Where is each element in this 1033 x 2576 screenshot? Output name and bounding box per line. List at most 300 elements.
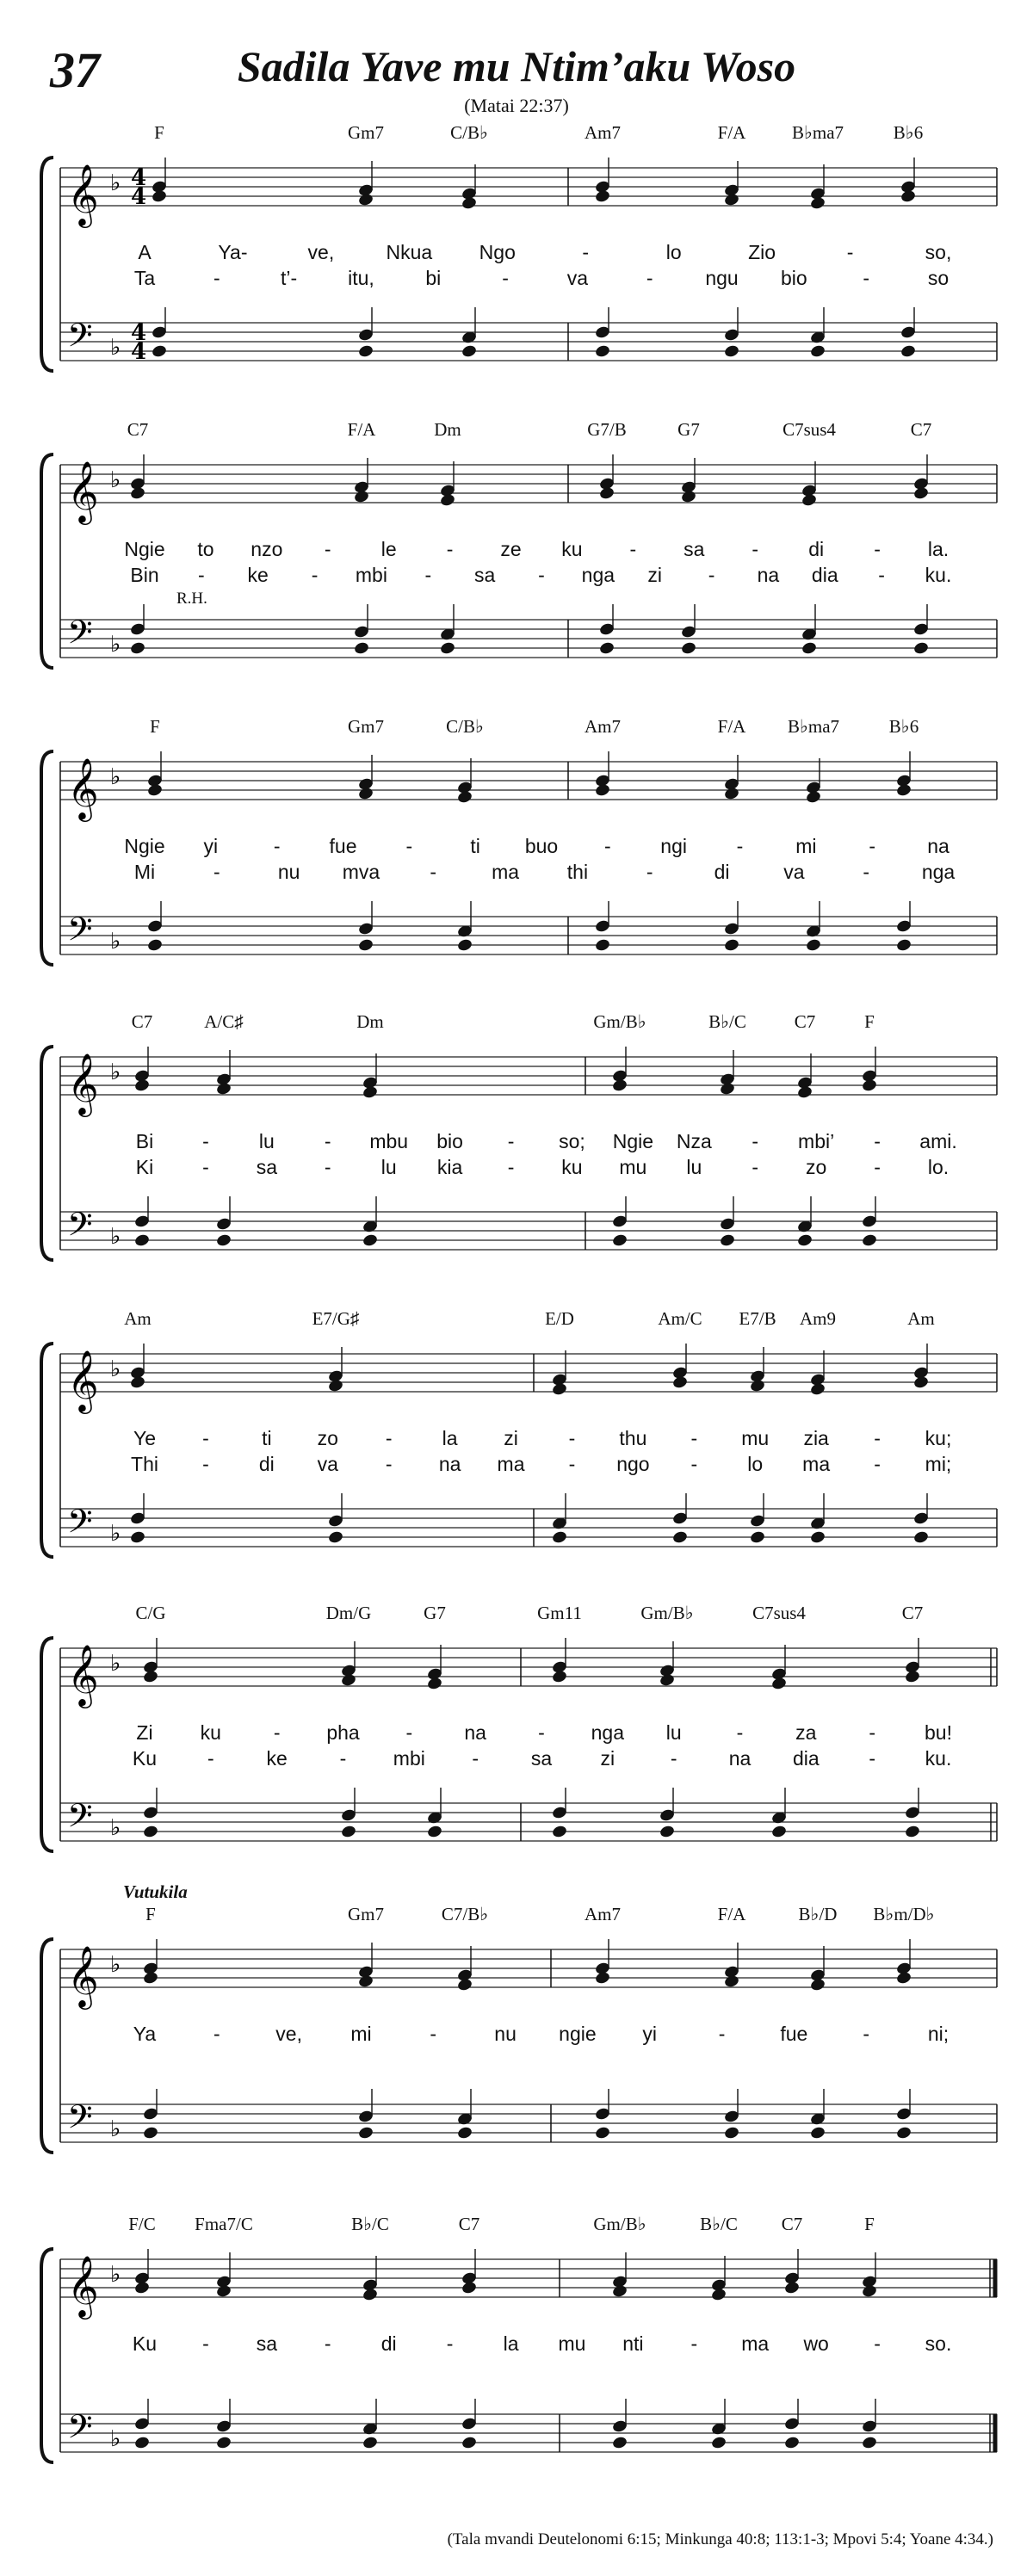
treble-notehead <box>215 2284 232 2299</box>
bass-notehead <box>723 344 739 359</box>
lyric-verse-2: mu <box>619 1156 647 1178</box>
chord-symbol: C7sus4 <box>752 1603 806 1623</box>
bass-notehead <box>133 1233 150 1248</box>
lyric-verse-1: ku <box>561 538 583 560</box>
treble-notehead <box>912 1375 929 1390</box>
lyric-verse-1: zia <box>803 1427 829 1449</box>
chord-symbol: C7 <box>781 2214 803 2234</box>
system-bracket <box>41 2249 53 2462</box>
lyric-verse-2: - <box>708 564 715 586</box>
lyric-verse-1: - <box>846 241 854 263</box>
staff-system-graphics <box>0 112 1033 396</box>
treble-notehead <box>783 2281 800 2295</box>
treble-notehead <box>719 1082 735 1096</box>
key-signature-flat-icon: ♭ <box>110 335 121 361</box>
treble-notehead <box>340 1673 356 1688</box>
treble-notehead <box>796 1085 813 1100</box>
lyric-verse-2: va <box>783 861 805 883</box>
bass-notehead <box>749 1530 765 1545</box>
lyric-verse-1: - <box>385 1427 393 1449</box>
bass-notehead <box>611 1233 628 1248</box>
key-signature-flat-icon: ♭ <box>110 929 121 954</box>
treble-staff <box>60 2259 997 2297</box>
treble-staff <box>60 1354 997 1392</box>
lyric-verse-2: - <box>202 1453 209 1475</box>
lyric-verse-2: sa <box>256 1156 277 1178</box>
bass-notehead <box>912 1530 929 1545</box>
bass-notehead <box>551 1530 567 1545</box>
lyric-verse-2: nu <box>277 861 300 883</box>
lyric-verse-1: na <box>927 835 949 857</box>
bass-notehead <box>710 2436 727 2450</box>
lyric-verse-2: mva <box>342 861 380 883</box>
lyric-verse-1: - <box>690 1427 698 1449</box>
lyric-verse-1: ve, <box>307 241 335 263</box>
treble-notehead <box>594 1971 610 1986</box>
lyric-verse-1: - <box>869 1721 875 1744</box>
chord-symbol: Am9 <box>800 1308 836 1329</box>
lyric-verse-1: - <box>202 2332 209 2355</box>
treble-notehead <box>362 1085 378 1100</box>
lyric-verse-1: na <box>464 1721 486 1744</box>
treble-notehead <box>598 486 615 501</box>
treble-notehead <box>895 783 912 798</box>
lyric-verse-1: Nkua <box>386 241 433 263</box>
bass-notehead <box>805 938 821 953</box>
lyric-verse-1: - <box>273 835 281 857</box>
lyric-verse-1: Ngie <box>124 538 165 560</box>
key-signature-flat-icon: ♭ <box>110 2262 121 2288</box>
chord-symbol: B♭ma7 <box>787 716 840 737</box>
treble-notehead <box>353 490 369 504</box>
bass-staff <box>60 1212 997 1250</box>
lyric-verse-1: - <box>582 241 590 263</box>
key-signature-flat-icon: ♭ <box>110 1521 121 1547</box>
lyric-verse-2: - <box>507 1156 515 1178</box>
system-bracket <box>41 454 53 668</box>
lyric-verse-2: itu, <box>348 267 374 289</box>
chord-symbol: F <box>145 1904 156 1924</box>
lyric-verse-1: Zi <box>136 1721 153 1744</box>
lyric-verse-1: - <box>752 538 759 560</box>
chord-symbol: A/C♯ <box>204 1011 244 1032</box>
lyric-verse-2: nga <box>921 861 956 883</box>
bass-notehead <box>362 2436 378 2450</box>
bass-notehead <box>680 641 696 656</box>
bass-notehead <box>146 938 163 953</box>
bass-notehead <box>723 938 739 953</box>
chord-symbol: C/B♭ <box>450 122 488 143</box>
system-5 <box>0 1298 1033 1582</box>
lyric-verse-2: lu <box>686 1156 702 1178</box>
lyric-verse-2: dia <box>811 564 838 586</box>
lyric-verse-1: nga <box>591 1721 625 1744</box>
lyric-verse-2: - <box>311 564 319 586</box>
lyric-verse-1: lu <box>665 1721 682 1744</box>
chord-symbol: F <box>864 2214 875 2234</box>
treble-notehead <box>710 2288 727 2302</box>
bass-notehead <box>809 2126 826 2140</box>
treble-notehead <box>723 787 739 801</box>
lyric-verse-2: - <box>690 1453 698 1475</box>
lyric-verse-2: Ki <box>135 1156 154 1178</box>
chord-symbol: F/C <box>128 2214 156 2234</box>
lyric-verse-2: ku. <box>925 564 952 586</box>
chord-symbol: C7 <box>910 419 932 440</box>
system-bracket <box>41 1939 53 2153</box>
bass-notehead <box>861 1233 877 1248</box>
lyric-verse-2: - <box>568 1453 576 1475</box>
lyric-verse-2: - <box>424 564 432 586</box>
bass-clef-icon: 𝄢 <box>67 2097 93 2144</box>
treble-notehead <box>749 1379 765 1393</box>
lyric-verse-2: na <box>757 564 780 586</box>
treble-notehead <box>357 787 374 801</box>
bass-notehead <box>912 641 929 656</box>
lyric-verse-2: di <box>258 1453 275 1475</box>
bass-notehead <box>357 344 374 359</box>
lyric-verse-1: la <box>503 2332 519 2355</box>
bass-notehead <box>362 1233 378 1248</box>
lyric-verse-2: - <box>646 861 653 883</box>
lyric-verse-1: - <box>324 538 331 560</box>
bass-notehead <box>129 1530 145 1545</box>
chord-symbol: F <box>154 122 164 143</box>
lyric-verse-1: mi <box>795 835 817 857</box>
bass-notehead <box>215 2436 232 2450</box>
lyric-verse-1: - <box>538 1721 545 1744</box>
chord-symbol: B♭m/D♭ <box>873 1904 935 1924</box>
bass-notehead <box>353 641 369 656</box>
chord-symbol: Dm/G <box>325 1603 372 1623</box>
lyric-verse-1: so; <box>559 1130 585 1152</box>
bass-notehead <box>551 1825 567 1839</box>
treble-notehead <box>723 193 739 207</box>
treble-staff <box>60 168 997 206</box>
lyric-verse-1: yi <box>642 2023 658 2045</box>
lyric-verse-2: mbi <box>355 564 387 586</box>
lyric-verse-1: di <box>380 2332 397 2355</box>
bass-notehead <box>340 1825 356 1839</box>
lyric-verse-1: yi <box>203 835 219 857</box>
lyric-verse-2: - <box>202 1156 209 1178</box>
lyric-verse-1: Ya- <box>218 241 248 263</box>
key-signature-flat-icon: ♭ <box>110 1356 121 1382</box>
treble-notehead <box>362 2288 378 2302</box>
lyric-verse-1: ngie <box>559 2023 597 2045</box>
bass-notehead <box>594 344 610 359</box>
lyric-verse-1: thu <box>619 1427 647 1449</box>
bass-notehead <box>594 938 610 953</box>
lyric-verse-1: ti <box>262 1427 272 1449</box>
bass-notehead <box>809 344 826 359</box>
chord-symbol: F <box>150 716 160 737</box>
chord-symbol: B♭/C <box>351 2214 389 2234</box>
lyric-verse-2: kia <box>436 1156 463 1178</box>
lyric-verse-1: - <box>273 1721 281 1744</box>
lyric-verse-1: Ngie <box>124 835 165 857</box>
key-signature-flat-icon: ♭ <box>110 632 121 658</box>
chord-symbol: C7 <box>901 1603 924 1623</box>
lyric-verse-1: - <box>718 2023 726 2045</box>
hymn-title: Sadila Yave mu Ntim’aku Woso <box>237 42 796 90</box>
lyric-verse-1: - <box>446 2332 454 2355</box>
lyric-verse-2: - <box>472 1747 479 1770</box>
chord-symbol: Am <box>124 1308 152 1329</box>
lyric-verse-2: - <box>670 1747 677 1770</box>
key-signature-flat-icon: ♭ <box>110 2426 121 2452</box>
bass-clef-icon: 𝄢 <box>67 2407 93 2454</box>
bass-staff <box>60 2414 997 2452</box>
bass-notehead <box>426 1825 442 1839</box>
lyric-verse-2: dia <box>792 1747 820 1770</box>
bass-notehead <box>142 1825 158 1839</box>
lyric-verse-2: - <box>863 267 870 289</box>
treble-notehead <box>142 1670 158 1684</box>
key-signature-flat-icon: ♭ <box>110 764 121 790</box>
key-signature-flat-icon: ♭ <box>110 1651 121 1677</box>
lyric-verse-2: so <box>927 267 949 289</box>
lyric-verse-2: ma <box>497 1453 525 1475</box>
lyric-verse-1: to <box>197 538 214 560</box>
bass-notehead <box>671 1530 688 1545</box>
lyric-verse-1: - <box>405 835 413 857</box>
chord-symbol: F/A <box>717 1904 746 1924</box>
lyric-verse-1: sa <box>684 538 705 560</box>
chord-symbol: G7 <box>424 1603 446 1623</box>
treble-notehead <box>770 1677 787 1691</box>
lyric-verse-1: wo <box>803 2332 829 2355</box>
chord-symbol: C7 <box>131 1011 153 1032</box>
lyric-verse-1: ma <box>741 2332 770 2355</box>
lyric-verse-1: fue <box>329 835 357 857</box>
lyric-verse-1: ze <box>500 538 522 560</box>
lyric-verse-2: ngo <box>616 1453 650 1475</box>
chord-symbol: F/A <box>717 122 746 143</box>
bass-notehead <box>456 938 473 953</box>
treble-notehead <box>659 1673 675 1688</box>
lyric-verse-1: Ya <box>133 2023 157 2045</box>
bass-staff <box>60 1509 997 1547</box>
lyric-verse-2: ke <box>247 564 269 586</box>
treble-notehead <box>426 1677 442 1691</box>
treble-notehead <box>357 193 374 207</box>
lyric-verse-2: zi <box>600 1747 615 1770</box>
lyric-verse-2: - <box>869 1747 875 1770</box>
lyric-verse-2: - <box>646 267 653 289</box>
tempo-marking: Vutukila <box>123 1881 188 1902</box>
treble-notehead <box>215 1082 232 1096</box>
bass-clef-icon: 𝄢 <box>67 1796 93 1843</box>
chord-symbol: Am <box>907 1308 935 1329</box>
lyric-verse-1: Ku <box>132 2332 158 2355</box>
key-signature-flat-icon: ♭ <box>110 1952 121 1978</box>
lyric-verse-1: za <box>795 1721 817 1744</box>
lyric-verse-1: di <box>808 538 825 560</box>
lyric-verse-2: ma <box>802 1453 831 1475</box>
chord-symbol: B♭/C <box>708 1011 746 1032</box>
lyric-verse-1: so, <box>925 241 952 263</box>
key-signature-flat-icon: ♭ <box>110 1059 121 1085</box>
bass-notehead <box>783 2436 800 2450</box>
lyric-verse-2: - <box>339 1747 347 1770</box>
footer-references: (Tala mvandi Deutelonomi 6:15; Minkunga 40:8; 113:1-3; Mpovi 5:4; Yoane 4:34.) <box>447 2530 993 2548</box>
lyric-verse-1: bio <box>436 1130 463 1152</box>
chord-symbol: Gm/B♭ <box>593 1011 646 1032</box>
treble-notehead <box>809 1382 826 1397</box>
lyric-verse-1: ni; <box>927 2023 949 2045</box>
lyric-verse-2: - <box>874 1453 881 1475</box>
treble-notehead <box>801 493 817 508</box>
lyric-verse-2: - <box>874 1156 881 1178</box>
lyric-verse-2: Thi <box>131 1453 158 1475</box>
lyric-verse-1: so. <box>925 2332 952 2355</box>
chord-symbol: Am/C <box>658 1308 702 1329</box>
chord-symbol: E7/B <box>739 1308 776 1329</box>
key-signature-flat-icon: ♭ <box>110 170 121 196</box>
lyric-verse-1: sa <box>256 2332 277 2355</box>
lyric-verse-1: fue <box>780 2023 808 2045</box>
bass-notehead <box>659 1825 675 1839</box>
lyric-verse-1: - <box>324 2332 331 2355</box>
lyric-verse-1: - <box>629 538 637 560</box>
bass-notehead <box>439 641 455 656</box>
time-signature-denominator: 4 <box>131 184 147 210</box>
chord-symbol: Dm <box>434 419 461 440</box>
treble-staff <box>60 1648 997 1686</box>
lyric-verse-1: ku; <box>925 1427 952 1449</box>
lyric-verse-1: zi <box>504 1427 518 1449</box>
lyric-verse-2: nga <box>581 564 615 586</box>
bass-notehead <box>598 641 615 656</box>
lyric-verse-1: la <box>442 1427 458 1449</box>
treble-notehead <box>671 1375 688 1390</box>
lyric-verse-1: zo <box>317 1427 338 1449</box>
bass-notehead <box>719 1233 735 1248</box>
lyric-verse-2: - <box>207 1747 214 1770</box>
treble-notehead <box>142 1971 158 1986</box>
lyric-verse-2: lo <box>747 1453 764 1475</box>
hymn-number: 37 <box>50 42 100 98</box>
lyric-verse-1: ngi <box>660 835 688 857</box>
lyric-verse-1: Zio <box>748 241 776 263</box>
lyric-verse-2: - <box>385 1453 393 1475</box>
lyric-verse-1: Ye <box>133 1427 157 1449</box>
treble-staff <box>60 762 997 800</box>
chord-symbol: E/D <box>545 1308 574 1329</box>
lyric-verse-1: - <box>874 538 881 560</box>
chord-symbol: Am7 <box>585 716 621 737</box>
lyric-verse-2: ku. <box>925 1747 952 1770</box>
chord-symbol: F/A <box>717 716 746 737</box>
bass-notehead <box>809 1530 826 1545</box>
treble-notehead <box>809 196 826 211</box>
treble-notehead <box>439 493 455 508</box>
bass-notehead <box>895 938 912 953</box>
lyric-verse-2: mbi <box>393 1747 425 1770</box>
lyric-verse-1: - <box>874 1130 881 1152</box>
treble-notehead <box>129 486 145 501</box>
bass-notehead <box>861 2436 877 2450</box>
key-signature-flat-icon: ♭ <box>110 1815 121 1841</box>
lyric-verse-1: nti <box>622 2332 644 2355</box>
lyric-verse-1: - <box>874 2332 881 2355</box>
treble-notehead <box>594 783 610 798</box>
chord-symbol: C7sus4 <box>782 419 836 440</box>
chord-symbol: Gm7 <box>348 122 384 143</box>
system-bracket <box>41 1344 53 1557</box>
lyric-verse-2: va <box>317 1453 338 1475</box>
chord-symbol: Am7 <box>585 122 621 143</box>
bass-notehead <box>357 938 374 953</box>
time-signature-numerator: 4 <box>131 320 147 346</box>
treble-staff <box>60 1949 997 1987</box>
lyric-verse-2: na <box>728 1747 752 1770</box>
treble-clef-icon: 𝄞 <box>67 1349 99 1412</box>
chord-symbol: C/B♭ <box>446 716 484 737</box>
bass-notehead <box>129 641 145 656</box>
lyric-verse-1: buo <box>524 835 559 857</box>
chord-symbol: B♭ma7 <box>791 122 844 143</box>
bass-staff <box>60 323 997 361</box>
system-4 <box>0 1001 1033 1285</box>
lyric-verse-2: thi <box>566 861 589 883</box>
lyric-verse-1: - <box>869 835 875 857</box>
lyric-verse-2: - <box>538 564 545 586</box>
bass-notehead <box>796 1233 813 1248</box>
bass-notehead <box>215 1233 232 1248</box>
treble-clef-icon: 𝄞 <box>67 1643 99 1706</box>
chord-symbol: Am7 <box>585 1904 621 1924</box>
treble-notehead <box>594 189 610 204</box>
chord-symbol: G7/B <box>587 419 627 440</box>
lyric-verse-2: sa <box>473 564 496 586</box>
bass-notehead <box>461 2436 477 2450</box>
bass-staff <box>60 620 997 658</box>
lyric-verse-1: - <box>202 1427 209 1449</box>
lyric-verse-2: Ta <box>133 267 156 289</box>
treble-notehead <box>456 790 473 805</box>
lyric-verse-1: ve, <box>275 2023 302 2045</box>
staff-system-graphics <box>0 1592 1033 1876</box>
lyric-verse-2: na <box>438 1453 461 1475</box>
lyric-verse-2: sa <box>530 1747 553 1770</box>
system-2 <box>0 409 1033 693</box>
lyric-verse-1: - <box>446 538 454 560</box>
lyric-verse-1: nu <box>494 2023 516 2045</box>
lyric-verse-1: Bi <box>135 1130 154 1152</box>
lyric-verse-1: mu <box>558 2332 586 2355</box>
lyric-verse-2: lu <box>380 1156 397 1178</box>
lyric-verse-1: mbu <box>369 1130 409 1152</box>
lyric-verse-1: - <box>603 835 611 857</box>
lyric-verse-1: Ngo <box>479 241 516 263</box>
bass-notehead <box>904 1825 920 1839</box>
treble-notehead <box>151 189 167 204</box>
bass-notehead <box>594 2126 610 2140</box>
lyric-verse-1: le <box>380 538 397 560</box>
treble-clef-icon: 𝄞 <box>67 163 99 225</box>
right-hand-marking: R.H. <box>176 590 207 608</box>
lyric-verse-2: - <box>324 1156 331 1178</box>
system-3 <box>0 706 1033 990</box>
lyric-verse-2: - <box>213 267 220 289</box>
bass-clef-icon: 𝄢 <box>67 910 93 956</box>
lyric-verse-2: - <box>430 861 437 883</box>
key-signature-flat-icon: ♭ <box>110 467 121 493</box>
treble-notehead <box>805 790 821 805</box>
lyric-verse-1: - <box>752 1130 759 1152</box>
